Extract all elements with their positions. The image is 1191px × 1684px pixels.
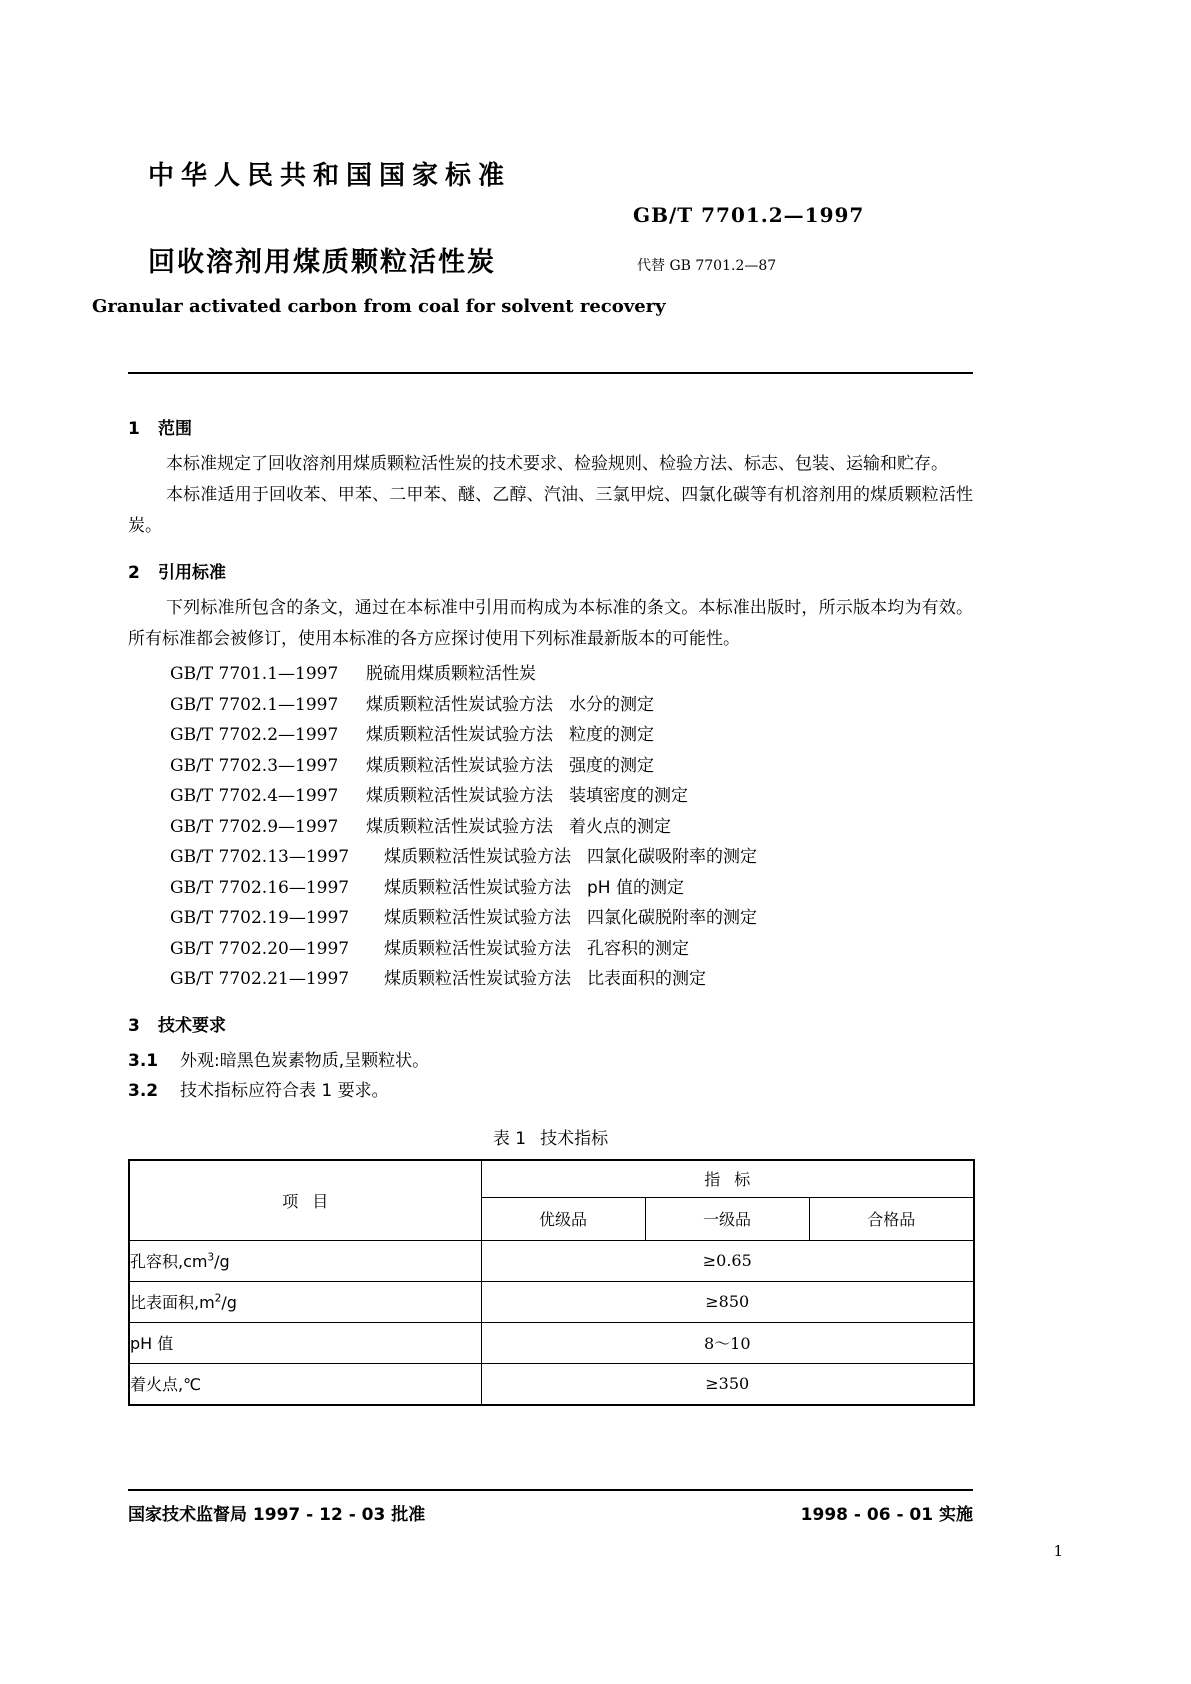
reference-subtitle: pH 值的测定: [587, 877, 684, 898]
national-standard-title: 中华人民共和国国家标准: [148, 161, 512, 191]
section-title-2: 引用标准: [158, 563, 226, 583]
reference-title: 煤质颗粒活性炭试验方法: [384, 969, 571, 989]
reference-subtitle: 四氯化碳脱附率的测定: [587, 908, 757, 928]
row-label-ph: pH 值: [129, 1322, 481, 1363]
document-body: [128, 398, 973, 1406]
reference-title: 煤质颗粒活性炭试验方法: [366, 816, 553, 837]
table-header-item: 项目: [129, 1160, 481, 1241]
table-caption-title: 技术指标: [540, 1128, 609, 1149]
reference-code: GB/T 7701.1—1997: [170, 664, 339, 684]
reference-code: GB/T 7702.16—1997: [170, 877, 350, 898]
reference-code: GB/T 7702.9—1997: [170, 816, 339, 837]
reference-code: GB/T 7702.19—1997: [170, 908, 350, 928]
reference-code: GB/T 7702.3—1997: [170, 755, 339, 776]
list-item: [128, 934, 973, 965]
section-title-1: 范围: [158, 419, 192, 439]
reference-subtitle: 孔容积的测定: [587, 938, 689, 959]
reference-title: 煤质颗粒活性炭试验方法: [366, 786, 553, 806]
reference-title: 煤质颗粒活性炭试验方法: [366, 755, 553, 776]
clause-3-2: [128, 1076, 973, 1106]
reference-title: 煤质颗粒活性炭试验方法: [384, 938, 571, 959]
reference-subtitle: 水分的测定: [569, 694, 654, 715]
list-item: [128, 751, 973, 782]
clause-number-3-2: 3.2: [128, 1080, 159, 1101]
reference-subtitle: 粒度的测定: [569, 725, 654, 745]
approval-statement: 国家技术监督局 1997 - 12 - 03 批准: [128, 1505, 426, 1525]
table-header-grade-qualified: 合格品: [809, 1197, 974, 1240]
reference-subtitle: 四氯化碳吸附率的测定: [587, 847, 757, 867]
table-row: [129, 1240, 974, 1281]
list-item: [128, 720, 973, 751]
reference-title: 煤质颗粒活性炭试验方法: [366, 725, 553, 745]
list-item: [128, 690, 973, 721]
list-item: [128, 873, 973, 904]
list-item: [128, 842, 973, 873]
reference-title: 煤质颗粒活性炭试验方法: [366, 694, 553, 715]
reference-code: GB/T 7702.2—1997: [170, 725, 339, 745]
list-item: [128, 964, 973, 995]
reference-code: GB/T 7702.1—1997: [170, 694, 339, 715]
header-divider-rule: [128, 372, 973, 374]
english-title: Granular activated carbon from coal for solvent recovery: [92, 296, 666, 317]
list-item: [128, 781, 973, 812]
reference-code: GB/T 7702.21—1997: [170, 969, 350, 989]
scope-paragraph-1: 本标准规定了回收溶剂用煤质颗粒活性炭的技术要求、检验规则、检验方法、标志、包装、运输和贮存。: [166, 454, 948, 474]
table-header-grade-premium: 优级品: [481, 1197, 645, 1240]
section-number-2: 2: [128, 563, 140, 583]
reference-title: 脱硫用煤质颗粒活性炭: [366, 664, 536, 684]
reference-standards-list: [128, 659, 973, 995]
page-number: 1: [1053, 1542, 1063, 1560]
clause-text-3-2: 技术指标应符合表 1 要求。: [180, 1080, 389, 1101]
reference-title: 煤质颗粒活性炭试验方法: [384, 847, 571, 867]
reference-title: 煤质颗粒活性炭试验方法: [384, 877, 571, 898]
references-paragraph: 下列标准所包含的条文，通过在本标准中引用而构成为本标准的条文。本标准出版时，所示版本均为有效。所有标准都会被修订，使用本标准的各方应探讨使用下列标准最新版本的可能性。: [128, 598, 973, 649]
section-title-3: 技术要求: [158, 1015, 226, 1036]
scope-paragraph-2: 本标准适用于回收苯、甲苯、二甲苯、醚、乙醇、汽油、三氯甲烷、四氯化碳等有机溶剂用的煤质颗粒活性炭。: [128, 485, 973, 536]
table-header-index: 指标: [481, 1160, 974, 1198]
reference-subtitle: 装填密度的测定: [569, 786, 688, 806]
clause-3-1: [128, 1046, 973, 1076]
row-value-ignition-point: ≥350: [481, 1363, 974, 1405]
section-heading-requirements: [128, 1011, 973, 1036]
technical-index-table: [128, 1159, 975, 1406]
page-footer: [128, 1500, 973, 1525]
table-header-grade-first: 一级品: [645, 1197, 809, 1240]
implementation-statement: 1998 - 06 - 01 实施: [800, 1505, 973, 1525]
reference-subtitle: 强度的测定: [569, 755, 654, 776]
replaces-note: 代替 GB 7701.2—87: [637, 258, 777, 274]
standard-number: GB/T 7701.2—1997: [633, 203, 865, 227]
row-value-pore-volume: ≥0.65: [481, 1240, 974, 1281]
document-title: 回收溶剂用煤质颗粒活性炭: [148, 247, 496, 278]
section-heading-references: [128, 558, 973, 583]
row-label-pore-volume: 孔容积$,cm^3/g$: [129, 1240, 481, 1281]
list-item: [128, 812, 973, 843]
table-row: [129, 1281, 974, 1322]
table-caption-label: 表 1: [492, 1128, 527, 1149]
clause-text-3-1: 外观:暗黑色炭素物质,呈颗粒状。: [180, 1050, 430, 1071]
footer-divider-rule: [128, 1489, 973, 1491]
row-value-surface-area: ≥850: [481, 1281, 974, 1322]
row-label-surface-area: 比表面积$,m^2/g$: [129, 1281, 481, 1322]
row-label-ignition-point: 着火点,℃: [129, 1363, 481, 1405]
clause-number-3-1: 3.1: [128, 1050, 159, 1071]
list-item: [128, 659, 973, 690]
reference-code: GB/T 7702.4—1997: [170, 786, 339, 806]
reference-title: 煤质颗粒活性炭试验方法: [384, 908, 571, 928]
section-heading-scope: [128, 414, 973, 439]
table-row: [129, 1363, 974, 1405]
reference-subtitle: 着火点的测定: [569, 816, 671, 837]
list-item: [128, 903, 973, 934]
section-number-1: 1: [128, 419, 140, 439]
reference-subtitle: 比表面积的测定: [587, 969, 706, 989]
table-caption: [128, 1124, 973, 1149]
reference-code: GB/T 7702.20—1997: [170, 938, 350, 959]
table-row: [129, 1322, 974, 1363]
reference-code: GB/T 7702.13—1997: [170, 847, 350, 867]
masthead: [0, 0, 1191, 317]
row-value-ph: 8～10: [481, 1322, 974, 1363]
section-number-3: 3: [128, 1015, 140, 1036]
